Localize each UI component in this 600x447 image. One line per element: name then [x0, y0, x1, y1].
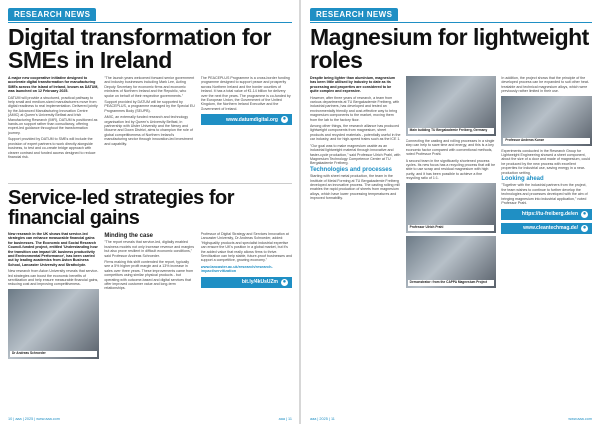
- demonstrator-photo: [406, 236, 497, 288]
- web-link[interactable]: www.datumdigital.org: [225, 116, 278, 123]
- body-text: However, after three years of research, a team from various departments at TU Bergakademie Freiberg, with industrial partners, has developed and tested an environmentally friendly and cost-effective way to bring magnesium components to the market, moving them from the lab to the factory floor.: [310, 95, 400, 122]
- body-text: Starting with sheet metal production, the team in the Institute of Metal Forming at TU Bergakademie Freiberg developed an innovative process. The casting rolling mill enables the rapid production of sheets from magnesium alloys, which have lower processing temperatures and improved formability.: [310, 174, 400, 201]
- column-1: [8, 76, 99, 180]
- body-text: Support provided by DATUM will be supported by PEACEPLUS, a programme managed by the Special EU Programmes Body (SEUPB).: [104, 100, 195, 113]
- globe-icon: ●: [582, 210, 587, 217]
- left-page: [0, 0, 300, 424]
- body-text: Experiments conducted in the Research Group for Lightweight Engineering showed a sheet component, about the size of a door and made of magnesium, could be produced by the new process with excellent properties for industrial use, saving energy in a near-production setting.: [501, 148, 591, 175]
- web-link-box[interactable]: [501, 223, 592, 234]
- photo-caption: Dr Andreas Schroeder: [10, 351, 97, 357]
- web-link-box[interactable]: [501, 209, 592, 220]
- globe-icon: ●: [282, 116, 287, 123]
- footer-right: www.aaa.com: [568, 417, 592, 421]
- body-text: Among other things, the research alliance has produced lightweight components from magnesium, sheet products and recycled materials - potentially useful in the car industry, and for high-speed trains such as the ICE 1.: [310, 124, 401, 142]
- body-text: New research from Aston University reveals that service-led strategies can boost the economic benefits of servitization and help ensure measurable financial gains, reducing cost and improving competitiveness.: [8, 269, 99, 287]
- column-1: [8, 232, 99, 447]
- section-rule: [8, 22, 292, 23]
- web-link-box[interactable]: [201, 277, 292, 288]
- article-columns: [8, 76, 292, 180]
- body-text: Support provided by DATUM to SMEs will include the provision of expert partners to work directly alongside business, to test and co-create bridge approach with clearer contrast and funded access designed to reduce financial risk.: [8, 137, 96, 159]
- body-text: Professor of Digital Strategy and Services Innovation at Lancaster University, Dr Andreas Schroeder, added: "Highquality products and specialist industrial expertise can ensure the UK's position in a global market, but it's the added value that really allows firms to thrive. Servitization can help stable, future-proof businesses and support a competitive, growing economy.": [200, 232, 292, 263]
- article-divider: [8, 183, 292, 184]
- column-3: [201, 232, 292, 447]
- web-link[interactable]: www.cleantechmag.de/: [523, 224, 579, 231]
- body-text: AMIC, an externally funded research and technology organisation led by Queen's University Belfast, in partnership with Ulster University and the Newry and Mourne and Down District, aims to champion the role of global competitiveness of Northern Ireland's manufacturing sector through innovation-led investment and capability.: [104, 115, 193, 146]
- source-url[interactable]: www.lancaster.ac.uk/research/research-impact/servitization: [200, 264, 273, 274]
- footer-left: 10 | aaa | 2025 | www.aaa.com: [8, 417, 60, 421]
- intro-text: Despite being lighter than aluminium, magnesium has been little utilised by industry to date as its processing and properties are considered to be quite complex and expensive.: [310, 76, 396, 94]
- body-text: The PEACEPLUS Programme is a cross-border funding programme designed to support peace and prosperity across Northern Ireland and the border counties of Ireland. It has a total value of €1.14 billion for delivery over the next five years. The programme is co-funded by the European Union, the Government of the United Kingdom, the Northern Ireland Executive and the Government of Ireland.: [200, 76, 291, 111]
- photo-caption: Demonstrator: from the CAPPA Magnesium Project: [408, 280, 495, 286]
- quote-text: "Our goal was to make magnesium usable as an industrial lightweight material through innovative and faster-cycle production," said Professor Ulrich Prahl, with Magnesium Technology Competence Center at TU Bergakademie Freiberg.: [310, 143, 401, 166]
- photo-caption: Professor Ulrich Prahl: [408, 225, 495, 231]
- column-2: [406, 76, 497, 426]
- section-tab: RESEARCH NEWS: [8, 8, 96, 21]
- building-photo: [406, 76, 497, 136]
- column-1: [310, 76, 401, 426]
- column-2: [104, 232, 195, 447]
- subheading: Minding the case: [104, 233, 154, 239]
- subheading: Looking ahead: [501, 176, 544, 183]
- web-link-box[interactable]: [201, 114, 292, 125]
- column-3: [201, 76, 292, 180]
- web-link[interactable]: https://tu-freiberg.de/en: [521, 210, 579, 217]
- body-text: In addition, the project shows that the principle of the developed process can be expanded to suit other heat-treatable and technical magnesium alloys, which were previously rather limited in their use.: [501, 76, 590, 94]
- portrait-photo: [501, 96, 592, 146]
- intro-text: New research in the UK shows that service-led strategies can enhance measurable financial gains for businesses. The Economic and Social Research Council-funded project, entitled 'Understanding how the transition can impact UK business productivity and Environmental Performance', has been carried out by leading academics from Aston Business School, Lancaster University and Strathclyde.: [8, 232, 98, 267]
- quote-text: "The launch years welcomed forward senior government and industry businesses including Mark Lee, Acting Deputy Secretary for economic firms and economic ministers of Northern Ireland and the Republic, who spoke on behalf of their respective governments.": [104, 76, 195, 98]
- body-text: "Together with the industrial partners from the project, the team wishes to continue to further develop the technologies and processes developed with the aim of bringing magnesium into industrial application," noted Professor Prahl.: [501, 183, 588, 206]
- article-columns: [310, 76, 592, 426]
- body-text: A second team in the significantly shortened process cycles. Its new focus has a recycling process that will be able to use scrap and residual magnesium with high purity, and it has been possible to achieve a fine recycling ratio of 1:1.: [405, 158, 496, 181]
- portrait-photo: [406, 183, 497, 233]
- body-text: DATUM will provide a structured, practical pathway to help small and medium-sized manufacturers move from digital readiness to real implementation. Delivered jointly by the Advanced Manufacturing Innovation Centre (AMIC) at Queen's University Belfast and Irish Manufacturing Research (IMR), DATUM is positioned as hands-on support rather than consultancy, offering expert-led guidance throughout the transformation journey.: [8, 95, 98, 135]
- body-text: "The report reveals that service-led, digitally enabled business models not only increase revenue and margins but also prove resilient in difficult economic conditions," said Professor Andreas Schroeder.: [104, 240, 195, 258]
- footer-left: aaa | 2025 | 11: [310, 417, 335, 421]
- article-headline-2: Service-led strategies for financial gains: [8, 187, 234, 229]
- article-headline: Magnesium for lightweight roles: [310, 24, 589, 73]
- footer-right: aaa | 11: [278, 417, 292, 421]
- portrait-photo: [8, 289, 99, 359]
- globe-icon: ●: [582, 224, 587, 231]
- web-link[interactable]: bit.ly/4kUsUZm: [241, 278, 278, 285]
- globe-icon: ●: [282, 278, 287, 285]
- section-tab: RESEARCH NEWS: [310, 8, 398, 21]
- column-2: [104, 76, 195, 180]
- article-columns-2: [8, 232, 292, 447]
- column-3: [501, 76, 592, 426]
- section-rule: [310, 22, 592, 23]
- body-text: Firms making this shift contended the report, typically see a 5% higher profit margin and a 13% increase in sales over three years. These improvements came from competitors using similar physical products - but operating with outcome-based and digital services that offer improved customer value and long-term relationships.: [104, 260, 194, 291]
- body-text: Connecting the casting and rolling processes in a single step can help to save time and energy, and this is a key economic factor compared with conventional methods, noted Professor Prahl.: [405, 139, 495, 157]
- article-headline: Digital transformation for SMEs in Ireland: [8, 24, 272, 73]
- page-footer: [8, 417, 292, 421]
- photo-caption: Professor Andreas Kunze: [503, 138, 590, 144]
- page-footer: [310, 417, 592, 421]
- subheading: Technologies and processes: [310, 166, 392, 173]
- photo-caption: Main building TU Bergakademie Freiberg, Germany: [408, 128, 495, 134]
- intro-text: A major new cooperative initiative designed to accelerate digital transformation for manufacturing SMEs across the island of Ireland, known as DATUM, was launched on 12 February 2025.: [8, 76, 99, 94]
- right-page: [300, 0, 600, 424]
